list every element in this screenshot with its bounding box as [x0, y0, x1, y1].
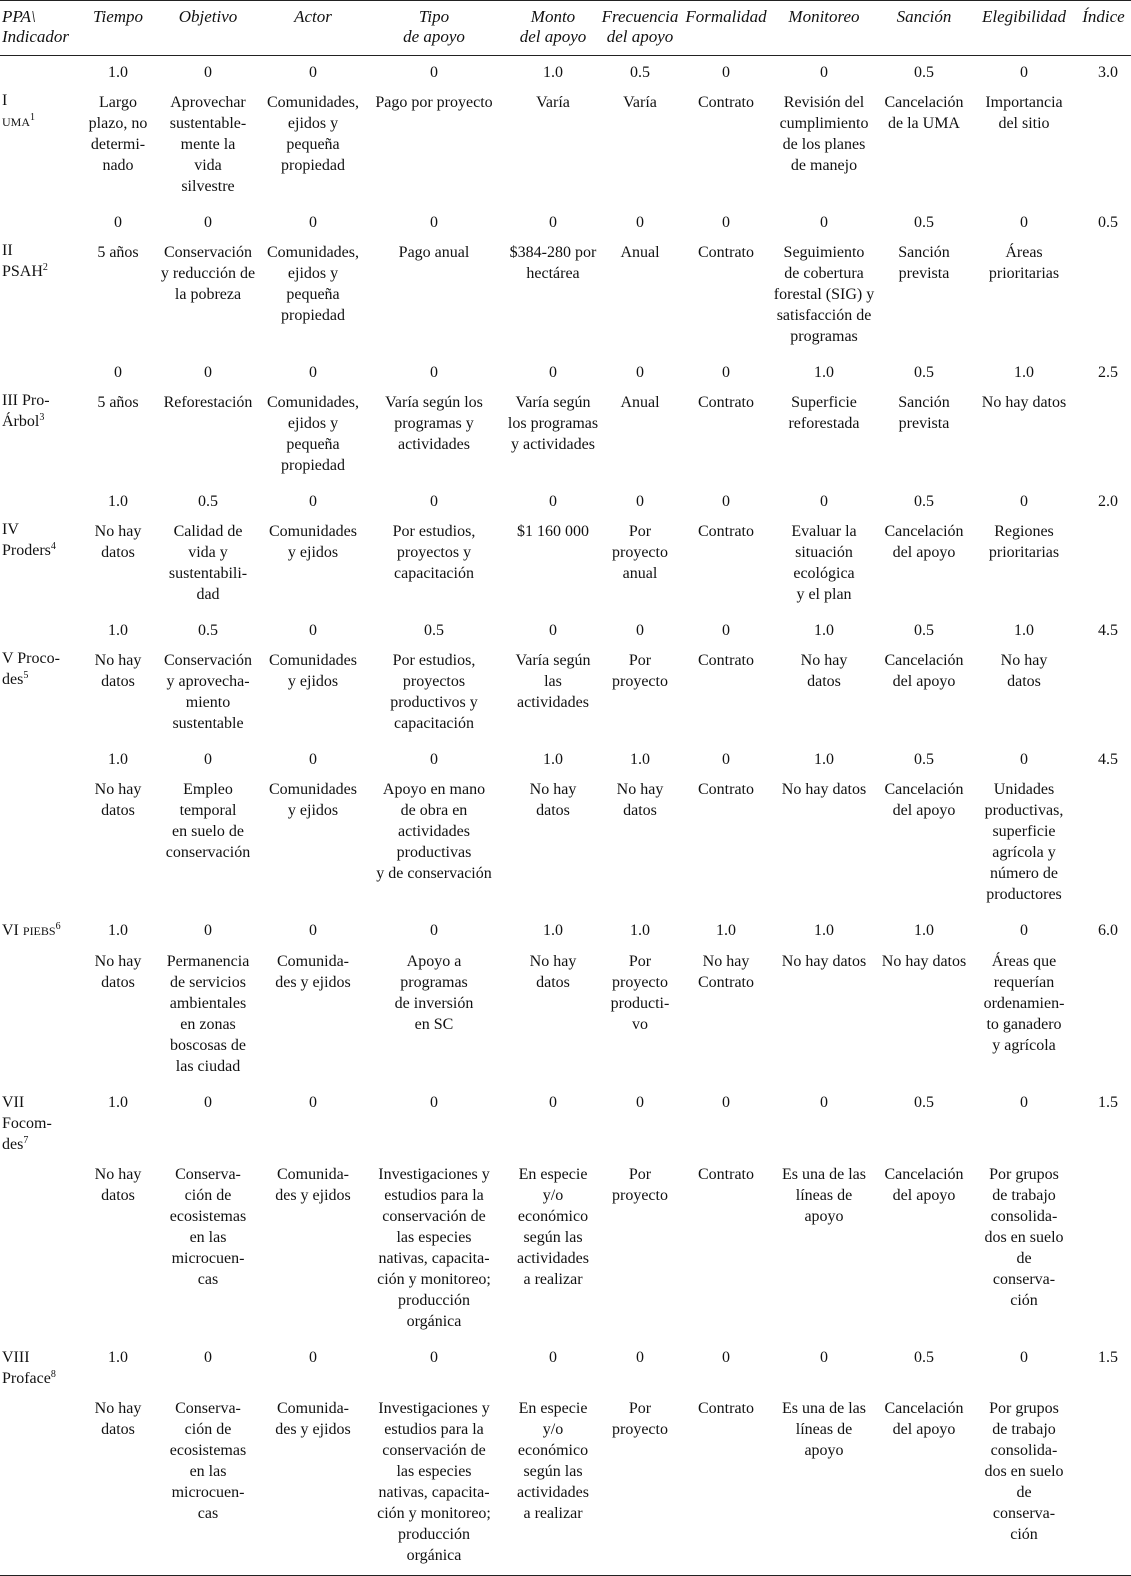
- desc-tipo: Apoyo en mano de obra en actividades productivas y de conservación: [376, 781, 492, 882]
- score-indice: 4.5: [1098, 751, 1118, 768]
- score-tiempo: 0: [114, 364, 122, 381]
- program-label: [0, 90, 84, 206]
- score-tiempo: 0: [114, 214, 122, 231]
- program-label-empty: [0, 356, 84, 390]
- desc-formalidad: Contrato: [698, 523, 754, 540]
- program-label: [0, 648, 84, 743]
- desc-tipo: Por estudios, proyectos y capacitación: [392, 523, 476, 582]
- program-numeral: IV: [2, 521, 19, 538]
- description-row: [0, 519, 1131, 614]
- desc-tipo: Apoyo a programas de inversión en SC: [394, 953, 474, 1033]
- program-label-empty: [0, 743, 84, 777]
- desc-elegibilidad: No hay datos: [981, 394, 1067, 411]
- score-frecuencia: 0: [636, 364, 644, 381]
- desc-monitoreo: Seguimiento de cobertura forestal (SIG) y satisfacción de programas: [773, 244, 875, 345]
- score-elegibilidad: 0: [1020, 493, 1028, 510]
- score-formalidad: 0: [722, 64, 730, 81]
- desc-elegibilidad: Por grupos de trabajo consolida- dos en suelo de conserva- ción: [984, 1166, 1064, 1309]
- program-name: des: [2, 671, 24, 688]
- description-row: [0, 390, 1131, 485]
- description-row: [0, 1162, 1131, 1341]
- score-monitoreo: 1.0: [814, 922, 834, 939]
- score-tipo: 0.5: [424, 622, 444, 639]
- score-row: [0, 743, 1131, 777]
- desc-frecuencia: Por proyecto: [600, 1396, 680, 1576]
- desc-sancion: Sanción prevista: [898, 244, 950, 282]
- program-label-empty: [0, 1162, 84, 1341]
- score-monto: 0: [549, 622, 557, 639]
- desc-monitoreo: Es una de las líneas de apoyo: [782, 1166, 866, 1225]
- desc-monto: En especie y/o económico según las actividades a realizar: [517, 1166, 589, 1288]
- program-name: PIEBS: [22, 924, 56, 938]
- score-monitoreo: 1.0: [814, 622, 834, 639]
- score-monto: 1.0: [543, 751, 563, 768]
- desc-monitoreo: No hay datos: [781, 953, 867, 970]
- footnote-marker: 2: [42, 262, 48, 273]
- desc-tipo: Pago anual: [398, 244, 470, 261]
- program-label-empty: [0, 56, 84, 91]
- header-actor: Actor: [294, 7, 332, 26]
- desc-objetivo: Reforestación: [163, 394, 253, 411]
- score-elegibilidad: 0: [1020, 751, 1028, 768]
- score-frecuencia: 0: [636, 622, 644, 639]
- program-numeral: V Proco-: [2, 650, 60, 667]
- footnote-marker: 4: [50, 541, 56, 552]
- header-monto-del-apoyo: Monto del apoyo: [519, 7, 587, 46]
- desc-sancion: Cancelación de la UMA: [884, 94, 964, 132]
- score-actor: 0: [309, 1094, 317, 1111]
- score-monto: 0: [549, 364, 557, 381]
- score-elegibilidad: 0: [1020, 214, 1028, 231]
- desc-objetivo: Conserva- ción de ecosistemas en las microcuen- cas: [152, 1396, 264, 1576]
- desc-frecuencia: No hay datos: [616, 781, 664, 819]
- score-row: [0, 1086, 1131, 1162]
- description-row: [0, 1396, 1131, 1576]
- desc-frecuencia: Por proyecto anual: [612, 523, 668, 582]
- score-elegibilidad: 0: [1020, 1094, 1028, 1111]
- desc-monto: $1 160 000: [517, 523, 589, 540]
- score-indice: 2.5: [1098, 364, 1118, 381]
- desc-frecuencia: Por proyecto: [612, 652, 668, 690]
- footnote-marker: 8: [50, 1369, 56, 1380]
- desc-objetivo: Conservación y reducción de la pobreza: [160, 244, 256, 303]
- program-name: UMA: [2, 115, 31, 129]
- desc-monitoreo: Evaluar la situación ecológica y el plan: [791, 523, 857, 603]
- desc-indice-empty: [1076, 1162, 1131, 1341]
- table-header: [0, 1, 1131, 56]
- desc-tipo: Investigaciones y estudios para la conservación de las especies nativas, capacita- ción y monitoreo; producción orgánica: [362, 1396, 506, 1576]
- program-numeral: VII: [2, 1094, 25, 1111]
- score-frecuencia: 0: [636, 493, 644, 510]
- desc-elegibilidad: Por grupos de trabajo consolida- dos en suelo de conserva- ción: [972, 1396, 1076, 1576]
- score-row: [0, 614, 1131, 648]
- score-row: [0, 206, 1131, 240]
- program-numeral: VIII: [2, 1349, 30, 1366]
- score-tipo: 0: [430, 1349, 438, 1366]
- desc-monto: Varía según las actividades: [515, 652, 591, 711]
- desc-formalidad: Contrato: [680, 1396, 772, 1576]
- score-formalidad: 0: [722, 364, 730, 381]
- score-objetivo: 0.5: [198, 493, 218, 510]
- desc-objetivo: Conservación y aprovecha- miento sustentable: [164, 652, 252, 732]
- score-frecuencia: 0.5: [630, 64, 650, 81]
- score-monitoreo: 0: [820, 64, 828, 81]
- program-label-empty: [0, 614, 84, 648]
- desc-sancion: Cancelación del apoyo: [884, 781, 964, 819]
- desc-indice-empty: [1076, 777, 1131, 914]
- desc-actor: Comunidades, ejidos y pequeña propiedad: [267, 94, 359, 174]
- header-monitoreo: Monitoreo: [788, 7, 860, 26]
- score-frecuencia: 0: [636, 1349, 644, 1366]
- score-monitoreo: 1.0: [814, 364, 834, 381]
- desc-monitoreo: Superficie reforestada: [788, 394, 860, 432]
- score-formalidad: 0: [722, 493, 730, 510]
- score-formalidad: 1.0: [716, 922, 736, 939]
- program-label-empty: [0, 1396, 84, 1576]
- score-tiempo: 1.0: [108, 1094, 128, 1111]
- program-label: [0, 1086, 84, 1162]
- desc-frecuencia: Anual: [620, 394, 660, 411]
- score-objetivo: 0.5: [198, 622, 218, 639]
- score-frecuencia: 0: [636, 1094, 644, 1111]
- desc-actor: Comunida- des y ejidos: [275, 1166, 351, 1204]
- desc-tipo: Por estudios, proyectos productivos y capacitación: [390, 652, 478, 732]
- desc-monto: No hay datos: [529, 953, 577, 991]
- desc-monto: En especie y/o económico según las actividades a realizar: [506, 1396, 600, 1576]
- score-elegibilidad: 1.0: [1014, 364, 1034, 381]
- score-monto: 0: [549, 493, 557, 510]
- desc-formalidad: Contrato: [698, 94, 754, 111]
- footnote-marker: 1: [30, 112, 36, 123]
- desc-formalidad: Contrato: [698, 244, 754, 261]
- desc-tipo: Pago por proyecto: [375, 94, 493, 111]
- desc-monto: Varía según los programas y actividades: [507, 394, 599, 453]
- desc-monto: No hay datos: [529, 781, 577, 819]
- program-label-empty: [0, 949, 84, 1086]
- desc-actor: Comunida- des y ejidos: [264, 1396, 362, 1576]
- desc-formalidad: Contrato: [698, 394, 754, 411]
- desc-indice-empty: [1076, 949, 1131, 1086]
- score-tipo: 0: [430, 64, 438, 81]
- desc-monitoreo: No hay datos: [781, 781, 867, 798]
- score-sancion: 0.5: [914, 1349, 934, 1366]
- score-sancion: 0.5: [914, 622, 934, 639]
- desc-frecuencia: Por proyecto producti- vo: [610, 953, 670, 1033]
- score-monitoreo: 0: [820, 493, 828, 510]
- score-monitoreo: 0: [820, 1094, 828, 1111]
- program-label: [0, 390, 84, 485]
- desc-monitoreo: No hay datos: [800, 652, 848, 690]
- program-label-empty: [0, 485, 84, 519]
- score-row: [0, 485, 1131, 519]
- score-indice: 0.5: [1098, 214, 1118, 231]
- desc-objetivo: Conserva- ción de ecosistemas en las microcuen- cas: [169, 1166, 247, 1288]
- desc-tiempo: No hay datos: [94, 523, 142, 561]
- score-frecuencia: 1.0: [630, 751, 650, 768]
- desc-sancion: Cancelación del apoyo: [884, 652, 964, 690]
- description-row: [0, 240, 1131, 356]
- desc-actor: Comunidades, ejidos y pequeña propiedad: [267, 394, 359, 474]
- desc-tipo: Investigaciones y estudios para la conservación de las especies nativas, capacita- ción y monitoreo; producción orgánica: [377, 1166, 491, 1330]
- score-elegibilidad: 0: [1020, 922, 1028, 939]
- desc-sancion: Sanción prevista: [898, 394, 950, 432]
- program-name: Proface: [2, 1370, 51, 1387]
- program-name: Árbol: [2, 413, 40, 430]
- score-tipo: 0: [430, 214, 438, 231]
- score-tipo: 0: [430, 493, 438, 510]
- description-row: [0, 90, 1131, 206]
- score-tiempo: 1.0: [108, 64, 128, 81]
- score-tiempo: 1.0: [108, 493, 128, 510]
- score-monto: 0: [549, 1349, 557, 1366]
- score-monto: 0: [549, 1094, 557, 1111]
- program-label: [0, 914, 84, 949]
- header-objetivo: Objetivo: [178, 7, 238, 26]
- program-name: PSAH: [2, 263, 43, 280]
- desc-tiempo: No hay datos: [94, 953, 142, 991]
- score-formalidad: 0: [722, 622, 730, 639]
- desc-monto: Varía: [536, 94, 570, 111]
- desc-monitoreo: Revisión del cumplimiento de los planes de manejo: [779, 94, 869, 174]
- desc-indice-empty: [1076, 90, 1131, 206]
- desc-sancion: Cancelación del apoyo: [884, 523, 964, 561]
- score-actor: 0: [309, 214, 317, 231]
- score-monto: 1.0: [543, 922, 563, 939]
- score-objetivo: 0: [204, 214, 212, 231]
- desc-tiempo: No hay datos: [94, 781, 142, 819]
- table-body: [0, 56, 1131, 1576]
- desc-indice-empty: [1076, 519, 1131, 614]
- score-sancion: 0.5: [914, 1094, 934, 1111]
- desc-tiempo: 5 años: [97, 394, 139, 411]
- desc-actor: Comunidades, ejidos y pequeña propiedad: [267, 244, 359, 324]
- desc-indice-empty: [1076, 648, 1131, 743]
- score-objetivo: 0: [204, 64, 212, 81]
- footnote-marker: 6: [55, 921, 61, 932]
- footnote-marker: 7: [23, 1135, 29, 1146]
- desc-tiempo: No hay datos: [94, 1166, 142, 1204]
- program-label: [0, 519, 84, 614]
- desc-indice-empty: [1076, 390, 1131, 485]
- score-elegibilidad: 0: [1020, 1349, 1028, 1366]
- score-row: [0, 1341, 1131, 1396]
- score-frecuencia: 1.0: [630, 922, 650, 939]
- score-tipo: 0: [430, 751, 438, 768]
- score-actor: 0: [309, 493, 317, 510]
- desc-indice-empty: [1076, 1396, 1131, 1576]
- score-indice: 1.5: [1098, 1094, 1118, 1111]
- header-indice: Índice: [1082, 7, 1125, 26]
- score-indice: 6.0: [1098, 922, 1118, 939]
- desc-frecuencia: Anual: [620, 244, 660, 261]
- desc-monitoreo: Es una de las líneas de apoyo: [772, 1396, 876, 1576]
- score-sancion: 0.5: [914, 751, 934, 768]
- score-actor: 0: [309, 751, 317, 768]
- score-sancion: 0.5: [914, 64, 934, 81]
- header-ppa-indicador: PPA\ Indicador: [2, 7, 70, 46]
- desc-formalidad: Contrato: [698, 781, 754, 798]
- footnote-marker: 5: [23, 670, 29, 681]
- score-indice: 1.5: [1098, 1349, 1118, 1366]
- score-objetivo: 0: [204, 922, 212, 939]
- score-objetivo: 0: [204, 1349, 212, 1366]
- score-tipo: 0: [430, 1094, 438, 1111]
- header-tiempo: Tiempo: [92, 7, 144, 26]
- program-numeral: II: [2, 242, 13, 259]
- score-elegibilidad: 0: [1020, 64, 1028, 81]
- desc-elegibilidad: Regiones prioritarias: [988, 523, 1060, 561]
- score-formalidad: 0: [722, 751, 730, 768]
- score-monto: 0: [549, 214, 557, 231]
- score-objetivo: 0: [204, 751, 212, 768]
- program-numeral: I: [2, 92, 8, 109]
- header-frecuencia-del-apoyo: Frecuencia del apoyo: [601, 7, 679, 46]
- desc-elegibilidad: Áreas prioritarias: [988, 244, 1060, 282]
- desc-formalidad: Contrato: [698, 1166, 754, 1183]
- score-elegibilidad: 1.0: [1014, 622, 1034, 639]
- desc-formalidad: Contrato: [698, 652, 754, 669]
- score-formalidad: 0: [722, 1094, 730, 1111]
- score-indice: 3.0: [1098, 64, 1118, 81]
- desc-objetivo: Aprovechar sustentable- mente la vida silvestre: [169, 94, 247, 195]
- desc-sancion: Cancelación del apoyo: [884, 1166, 964, 1204]
- score-tipo: 0: [430, 364, 438, 381]
- desc-elegibilidad: Áreas que requerían ordenamien- to ganadero y agrícola: [983, 953, 1065, 1054]
- desc-frecuencia: Por proyecto: [612, 1166, 668, 1204]
- score-frecuencia: 0: [636, 214, 644, 231]
- desc-sancion: No hay datos: [881, 953, 967, 970]
- score-row: [0, 914, 1131, 949]
- score-tiempo: 1.0: [108, 922, 128, 939]
- score-indice: 4.5: [1098, 622, 1118, 639]
- desc-tiempo: No hay datos: [94, 652, 142, 690]
- program-label: [0, 1341, 84, 1396]
- program-numeral: III Pro-: [2, 392, 50, 409]
- desc-elegibilidad: No hay datos: [1000, 652, 1048, 690]
- desc-actor: Comunidades y ejidos: [269, 523, 357, 561]
- header-tipo-de-apoyo: Tipo de apoyo: [403, 7, 465, 46]
- score-indice: 2.0: [1098, 493, 1118, 510]
- score-monto: 1.0: [543, 64, 563, 81]
- program-label-empty: [0, 206, 84, 240]
- desc-tipo: Varía según los programas y actividades: [385, 394, 483, 453]
- program-name: Proders: [2, 542, 51, 559]
- score-sancion: 0.5: [914, 214, 934, 231]
- program-label: [0, 777, 84, 914]
- desc-elegibilidad: Importancia del sitio: [985, 94, 1063, 132]
- desc-frecuencia: Varía: [623, 94, 657, 111]
- score-tiempo: 1.0: [108, 751, 128, 768]
- header-elegibilidad: Elegibilidad: [981, 7, 1067, 26]
- desc-tiempo: Largo plazo, no determi- nado: [88, 94, 148, 174]
- score-tipo: 0: [430, 922, 438, 939]
- desc-objetivo: Calidad de vida y sustentabili- dad: [168, 523, 248, 603]
- score-objetivo: 0: [204, 1094, 212, 1111]
- header-sancion: Sanción: [896, 7, 952, 26]
- program-numeral: VI: [2, 922, 19, 939]
- score-actor: 0: [309, 922, 317, 939]
- score-objetivo: 0: [204, 364, 212, 381]
- desc-actor: Comunidades y ejidos: [269, 652, 357, 690]
- desc-tiempo: No hay datos: [84, 1396, 152, 1576]
- score-sancion: 0.5: [914, 493, 934, 510]
- score-monitoreo: 0: [820, 214, 828, 231]
- desc-monto: $384-280 por hectárea: [509, 244, 597, 282]
- program-name: Focom- des: [2, 1115, 52, 1153]
- score-formalidad: 0: [722, 214, 730, 231]
- desc-tiempo: 5 años: [97, 244, 139, 261]
- description-row: [0, 648, 1131, 743]
- description-row: [0, 777, 1131, 914]
- score-sancion: 1.0: [914, 922, 934, 939]
- score-actor: 0: [309, 64, 317, 81]
- desc-objetivo: Permanencia de servicios ambientales en zonas boscosas de las ciudad: [166, 953, 250, 1075]
- footnote-marker: 3: [39, 412, 45, 423]
- score-row: [0, 356, 1131, 390]
- description-row: [0, 949, 1131, 1086]
- desc-elegibilidad: Unidades productivas, superficie agrícola y número de productores: [984, 781, 1064, 903]
- score-monitoreo: 0: [820, 1349, 828, 1366]
- score-sancion: 0.5: [914, 364, 934, 381]
- desc-indice-empty: [1076, 240, 1131, 356]
- score-actor: 0: [309, 364, 317, 381]
- program-label: [0, 240, 84, 356]
- desc-sancion: Cancelación del apoyo: [876, 1396, 972, 1576]
- score-monitoreo: 1.0: [814, 751, 834, 768]
- desc-actor: Comunida- des y ejidos: [275, 953, 351, 991]
- desc-actor: Comunidades y ejidos: [269, 781, 357, 819]
- score-actor: 0: [309, 622, 317, 639]
- desc-formalidad: No hay Contrato: [698, 953, 754, 991]
- score-tiempo: 1.0: [108, 622, 128, 639]
- score-actor: 0: [309, 1349, 317, 1366]
- score-formalidad: 0: [722, 1349, 730, 1366]
- score-row: [0, 56, 1131, 91]
- header-formalidad: Formalidad: [685, 7, 767, 26]
- score-tiempo: 1.0: [108, 1349, 128, 1366]
- desc-objetivo: Empleo temporal en suelo de conservación: [165, 781, 251, 861]
